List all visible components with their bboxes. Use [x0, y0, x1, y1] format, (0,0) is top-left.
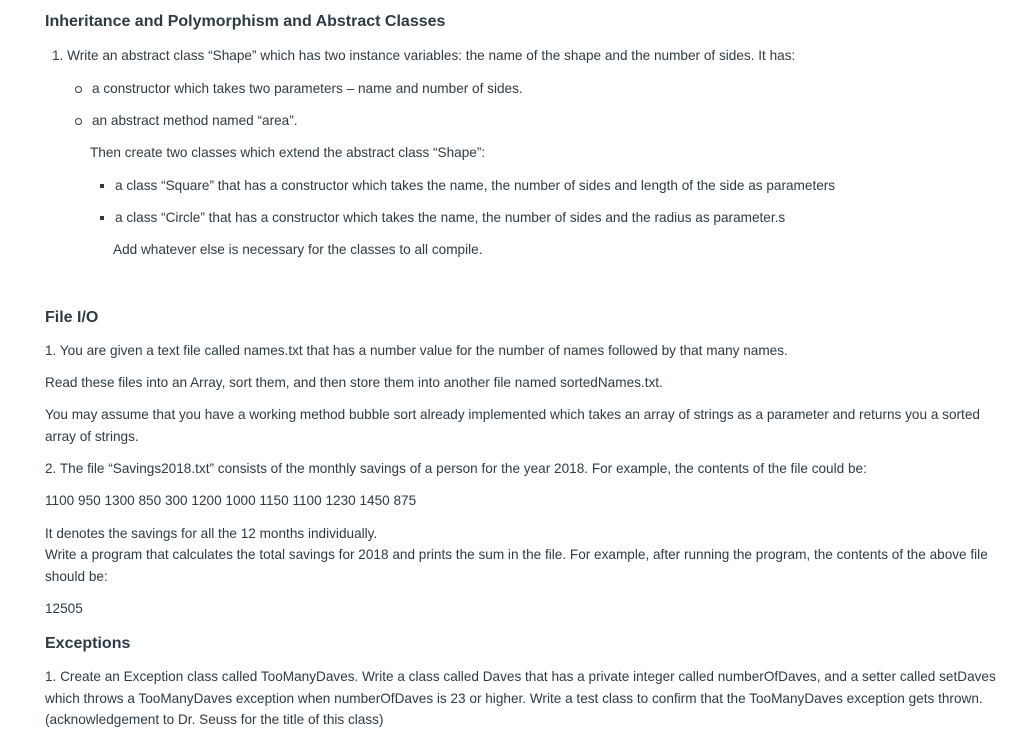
list-item	[100, 175, 835, 197]
bullet-icon	[100, 184, 104, 188]
list-item-text: a class “Circle” that has a constructor which takes the name, the number of sides and the radius as parameter.s	[115, 210, 786, 225]
file-io-paragraph-6b: Write a program that calculates the total savings for 2018 and prints the sum in the file. For example, after running the program, the contents of the above file should be:	[45, 547, 988, 584]
file-io-sample-values: 1100 950 1300 850 300 1200 1000 1150 1100 1230 1450 875	[45, 493, 417, 508]
file-io-paragraph-6a: It denotes the savings for all the 12 months individually.	[45, 526, 378, 541]
section-heading-file-io: File I/O	[45, 309, 99, 326]
file-io-result-value: 12505	[45, 601, 83, 616]
list-item	[100, 207, 785, 229]
list-item-text: a class “Square” that has a constructor which takes the name, the number of sides and length of the side as parameters	[115, 178, 836, 193]
list-item	[75, 110, 298, 132]
bullet-icon	[75, 118, 82, 125]
file-io-paragraph-3: You may assume that you have a working method bubble sort already implemented which takes an array of strings as a parameter and returns you a sorted array of strings.	[45, 407, 980, 444]
file-io-paragraph-2: Read these files into an Array, sort them, and then store them into another file named sortedNames.txt.	[45, 375, 663, 390]
list-item-text: a constructor which takes two parameters – name and number of sides.	[92, 81, 523, 96]
section-heading-inheritance: Inheritance and Polymorphism and Abstract Classes	[45, 13, 446, 30]
then-text: Then create two classes which extend the abstract class “Shape”:	[90, 145, 486, 160]
exceptions-paragraph-1: 1. Create an Exception class called TooManyDaves. Write a class called Daves that has a private integer called numberOfDaves, and a setter called setDaves which throws a TooManyDaves exception when numberOfDaves is 23 or higher. Write a test class to confirm that the TooManyDaves exception gets thrown. (acknowledgement to Dr. Seuss for the title of this class)	[45, 669, 996, 727]
bullet-icon	[75, 86, 82, 93]
bullet-icon	[100, 216, 104, 220]
list-item	[75, 78, 523, 100]
list-item-text: an abstract method named “area”.	[92, 113, 298, 128]
section-heading-exceptions: Exceptions	[45, 635, 131, 652]
file-io-paragraph-4: 2. The file “Savings2018.txt” consists of the monthly savings of a person for the year 2018. For example, the contents of the file could be:	[45, 461, 867, 476]
file-io-paragraph-1: 1. You are given a text file called names.txt that has a number value for the number of names followed by that many names.	[45, 343, 788, 358]
add-text: Add whatever else is necessary for the classes to all compile.	[113, 242, 483, 257]
inheritance-question-1: 1. Write an abstract class “Shape” which has two instance variables: the name of the shape and the number of sides. It has:	[52, 48, 796, 63]
